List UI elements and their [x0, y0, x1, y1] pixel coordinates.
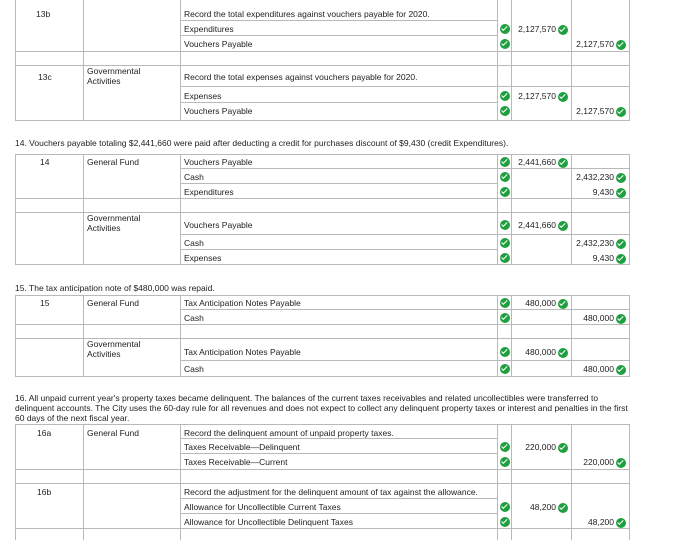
credit-account[interactable]: Taxes Receivable—Current: [184, 457, 288, 467]
check-circle-icon: [616, 239, 626, 249]
fund-cell[interactable]: [83, 0, 180, 52]
check-circle-icon: [500, 187, 510, 197]
check-circle-icon: [616, 518, 626, 528]
debit-account[interactable]: Expenditures: [184, 24, 234, 34]
debit-account[interactable]: Vouchers Payable: [184, 157, 253, 167]
debit-amount[interactable]: 2,441,660: [518, 220, 556, 230]
entry-13c: [15, 66, 630, 121]
fund-name[interactable]: General Fund: [87, 428, 139, 438]
entry-14-governmental: [15, 213, 630, 265]
check-circle-icon: [500, 364, 510, 374]
entry-ref: 16b: [37, 487, 52, 497]
check-cell: [497, 0, 511, 52]
entry-description: Record the total expenses against vouchers payable for 2020.: [184, 72, 418, 82]
entry-description: Record the total expenditures against vouchers payable for 2020.: [184, 9, 430, 19]
check-circle-icon: [500, 106, 510, 116]
account-cell: [180, 0, 497, 52]
credit-account[interactable]: Allowance for Uncollectible Delinquent Taxes: [184, 517, 353, 527]
debit-amount[interactable]: 480,000: [525, 298, 556, 308]
credit-amount[interactable]: 2,432,230: [576, 238, 614, 248]
entry-ref: 13c: [38, 72, 52, 82]
entry-15-governmental: [15, 339, 630, 377]
check-circle-icon: [500, 157, 510, 167]
check-circle-icon: [616, 173, 626, 183]
check-circle-icon: [500, 253, 510, 263]
fund-name[interactable]: Governmental Activities: [87, 339, 141, 359]
credit-account[interactable]: Cash: [184, 238, 204, 248]
spacer-row: [15, 325, 630, 339]
check-circle-icon: [558, 299, 568, 309]
entry-description: Record the adjustment for the delinquent amount of tax against the allowance.: [184, 487, 478, 497]
debit-account[interactable]: Expenses: [184, 91, 222, 101]
check-circle-icon: [616, 314, 626, 324]
check-circle-icon: [558, 221, 568, 231]
check-circle-icon: [500, 39, 510, 49]
entry-description: Record the delinquent amount of unpaid property taxes.: [184, 428, 394, 438]
check-circle-icon: [500, 442, 510, 452]
entry-13b: [15, 0, 630, 52]
check-circle-icon: [500, 313, 510, 323]
check-circle-icon: [500, 298, 510, 308]
credit-amount[interactable]: 480,000: [583, 313, 614, 323]
debit-cell[interactable]: [511, 0, 571, 52]
check-circle-icon: [616, 40, 626, 50]
debit-account[interactable]: Tax Anticipation Notes Payable: [184, 347, 301, 357]
entry-ref: 15: [40, 298, 50, 308]
credit-account[interactable]: Vouchers Payable: [184, 39, 253, 49]
spacer-row: [15, 199, 630, 213]
narrative-15: 15. The tax anticipation note of $480,000 was repaid.: [15, 283, 215, 293]
entry-14: [15, 154, 630, 199]
check-circle-icon: [500, 457, 510, 467]
debit-account[interactable]: Taxes Receivable—Delinquent: [184, 442, 300, 452]
debit-amount[interactable]: 220,000: [525, 442, 556, 452]
credit-amount[interactable]: 2,127,570: [576, 106, 614, 116]
check-circle-icon: [500, 172, 510, 182]
debit-amount[interactable]: 2,441,660: [518, 157, 556, 167]
credit-account[interactable]: Cash: [184, 313, 204, 323]
credit-amount[interactable]: 9,430: [592, 187, 614, 197]
debit-amount[interactable]: 2,127,570: [518, 24, 556, 34]
debit-amount[interactable]: 480,000: [525, 347, 556, 357]
check-circle-icon: [500, 238, 510, 248]
entry-16b: [15, 484, 630, 540]
check-circle-icon: [500, 24, 510, 34]
check-circle-icon: [616, 365, 626, 375]
check-circle-icon: [500, 91, 510, 101]
credit-account[interactable]: Cash: [184, 364, 204, 374]
credit-account[interactable]: Expenditures: [184, 187, 234, 197]
spacer-row: [15, 470, 630, 484]
check-circle-icon: [616, 254, 626, 264]
check-circle-icon: [558, 443, 568, 453]
credit-amount[interactable]: 2,432,230: [576, 172, 614, 182]
check-circle-icon: [500, 220, 510, 230]
entry-15: [15, 295, 630, 325]
check-circle-icon: [616, 458, 626, 468]
credit-account[interactable]: Vouchers Payable: [184, 106, 253, 116]
check-circle-icon: [558, 158, 568, 168]
credit-amount[interactable]: 9,430: [592, 253, 614, 263]
check-circle-icon: [558, 348, 568, 358]
fund-name[interactable]: General Fund: [87, 157, 139, 167]
entry-16a: [15, 424, 630, 470]
debit-account[interactable]: Allowance for Uncollectible Current Taxes: [184, 502, 341, 512]
credit-amount[interactable]: 480,000: [583, 364, 614, 374]
narrative-16: 16. All unpaid current year's property taxes became delinquent. The balances of the current taxes receivables and related uncollectibles were transferred to delinquent accounts. The City uses the 60-day rule for all revenues and does not expect to collect any delinquent property taxes or interest and penalties in the first 60 days of the next fiscal year.: [15, 393, 628, 423]
debit-amount[interactable]: 48,200: [530, 502, 556, 512]
debit-account[interactable]: Vouchers Payable: [184, 220, 253, 230]
check-circle-icon: [558, 503, 568, 513]
narrative-14: 14. Vouchers payable totaling $2,441,660 were paid after deducting a credit for purchases discount of $9,430 (credit Expenditures).: [15, 138, 509, 148]
credit-cell[interactable]: [571, 0, 630, 52]
entry-ref: 16a: [37, 428, 52, 438]
check-circle-icon: [500, 347, 510, 357]
credit-amount[interactable]: 48,200: [588, 517, 614, 527]
check-circle-icon: [558, 25, 568, 35]
fund-name[interactable]: General Fund: [87, 298, 139, 308]
fund-cell[interactable]: [83, 484, 180, 540]
credit-account[interactable]: Expenses: [184, 253, 222, 263]
credit-account[interactable]: Cash: [184, 172, 204, 182]
check-circle-icon: [616, 188, 626, 198]
debit-account[interactable]: Tax Anticipation Notes Payable: [184, 298, 301, 308]
check-circle-icon: [558, 92, 568, 102]
entry-ref: 13b: [36, 9, 51, 19]
fund-name[interactable]: Governmental Activities: [87, 66, 141, 86]
check-circle-icon: [500, 502, 510, 512]
fund-name[interactable]: Governmental Activities: [87, 213, 141, 233]
credit-amount[interactable]: 220,000: [583, 457, 614, 467]
check-circle-icon: [616, 107, 626, 117]
check-circle-icon: [500, 517, 510, 527]
entry-ref: 14: [40, 157, 50, 167]
ref-cell: [15, 0, 83, 52]
credit-amount[interactable]: 2,127,570: [576, 39, 614, 49]
debit-amount[interactable]: 2,127,570: [518, 91, 556, 101]
spacer-row: [15, 52, 630, 66]
